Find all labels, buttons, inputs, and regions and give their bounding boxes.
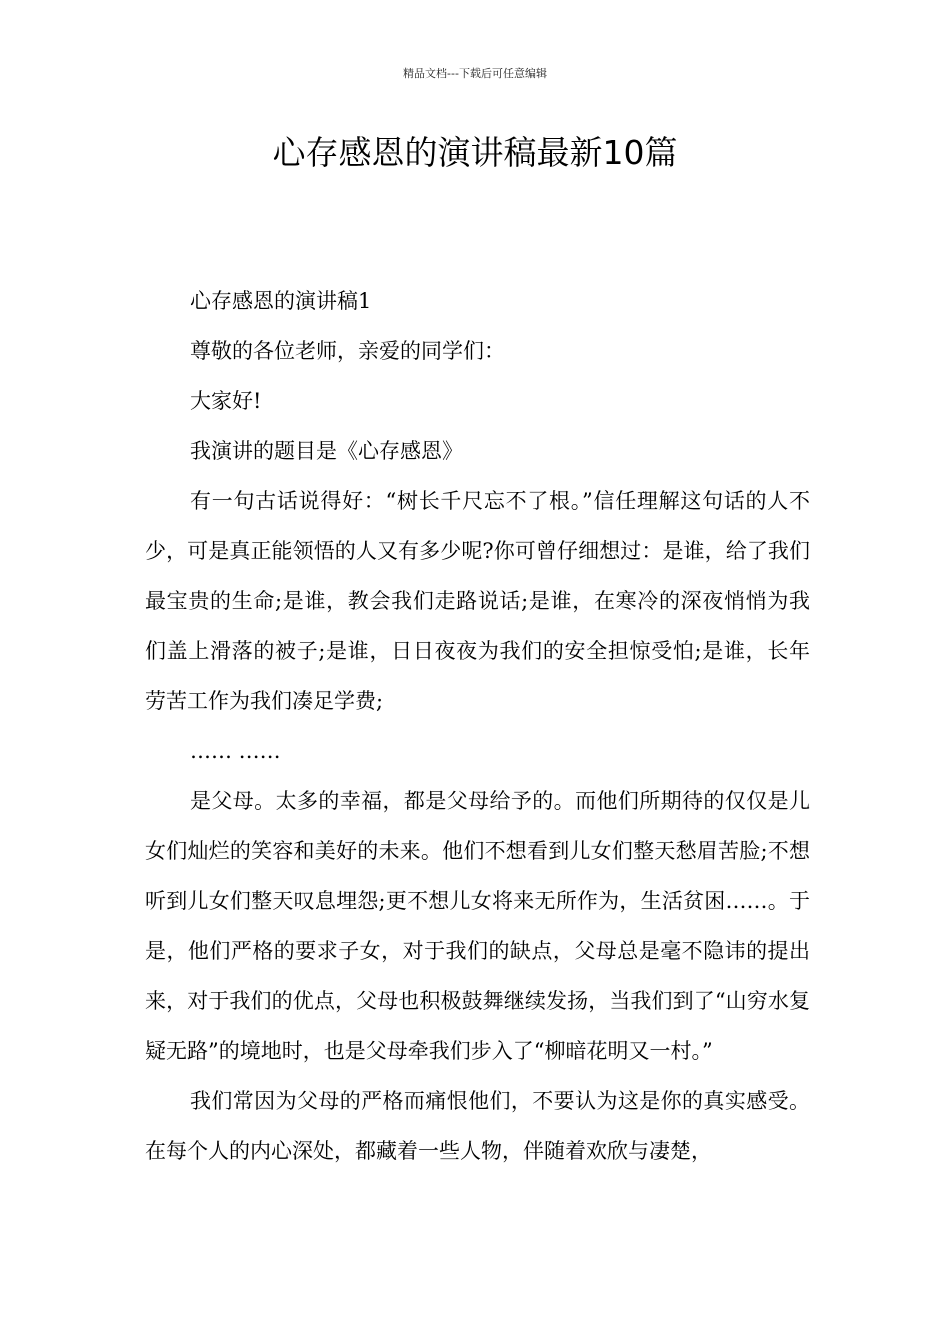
paragraph: 心存感恩的演讲稿1 xyxy=(190,289,372,313)
paragraph: 我们常因为父母的严格而痛恨他们，不要认为这是你的真实感受。在每个人的内心深处，都藏着一些人物，伴随着欢欣与凄楚， xyxy=(145,1089,810,1163)
document-body xyxy=(145,276,810,1176)
paragraph: 尊敬的各位老师，亲爱的同学们： xyxy=(190,339,505,363)
paragraph: 有一句古话说得好：“树长千尺忘不了根。”信任理解这句话的人不少，可是真正能领悟的人又有多少呢?你可曾仔细想过：是谁，给了我们最宝贵的生命;是谁，教会我们走路说话;是谁，在寒冷的深夜悄悄为我们盖上滑落的被子;是谁，日日夜夜为我们的安全担惊受怕;是谁，长年劳苦工作为我们凑足学费; xyxy=(145,489,810,713)
paragraph: 我演讲的题目是《心存感恩》 xyxy=(190,439,463,463)
paragraph: …… …… xyxy=(190,739,281,763)
header-note: 精品文档---下载后可任意编辑 xyxy=(403,67,547,80)
paragraph: 是父母。太多的幸福，都是父母给予的。而他们所期待的仅仅是儿女们灿烂的笑容和美好的未来。他们不想看到儿女们整天愁眉苦脸;不想听到儿女们整天叹息埋怨;更不想儿女将来无所作为，生活贫困……。于是，他们严格的要求子女，对于我们的缺点，父母总是毫不隐讳的提出来，对于我们的优点，父母也积极鼓舞继续发扬，当我们到了“山穷水复疑无路”的境地时，也是父母牵我们步入了“柳暗花明又一村。” xyxy=(145,789,810,1063)
paragraph: 大家好! xyxy=(190,389,262,413)
document-title: 心存感恩的演讲稿最新10篇 xyxy=(272,133,678,172)
